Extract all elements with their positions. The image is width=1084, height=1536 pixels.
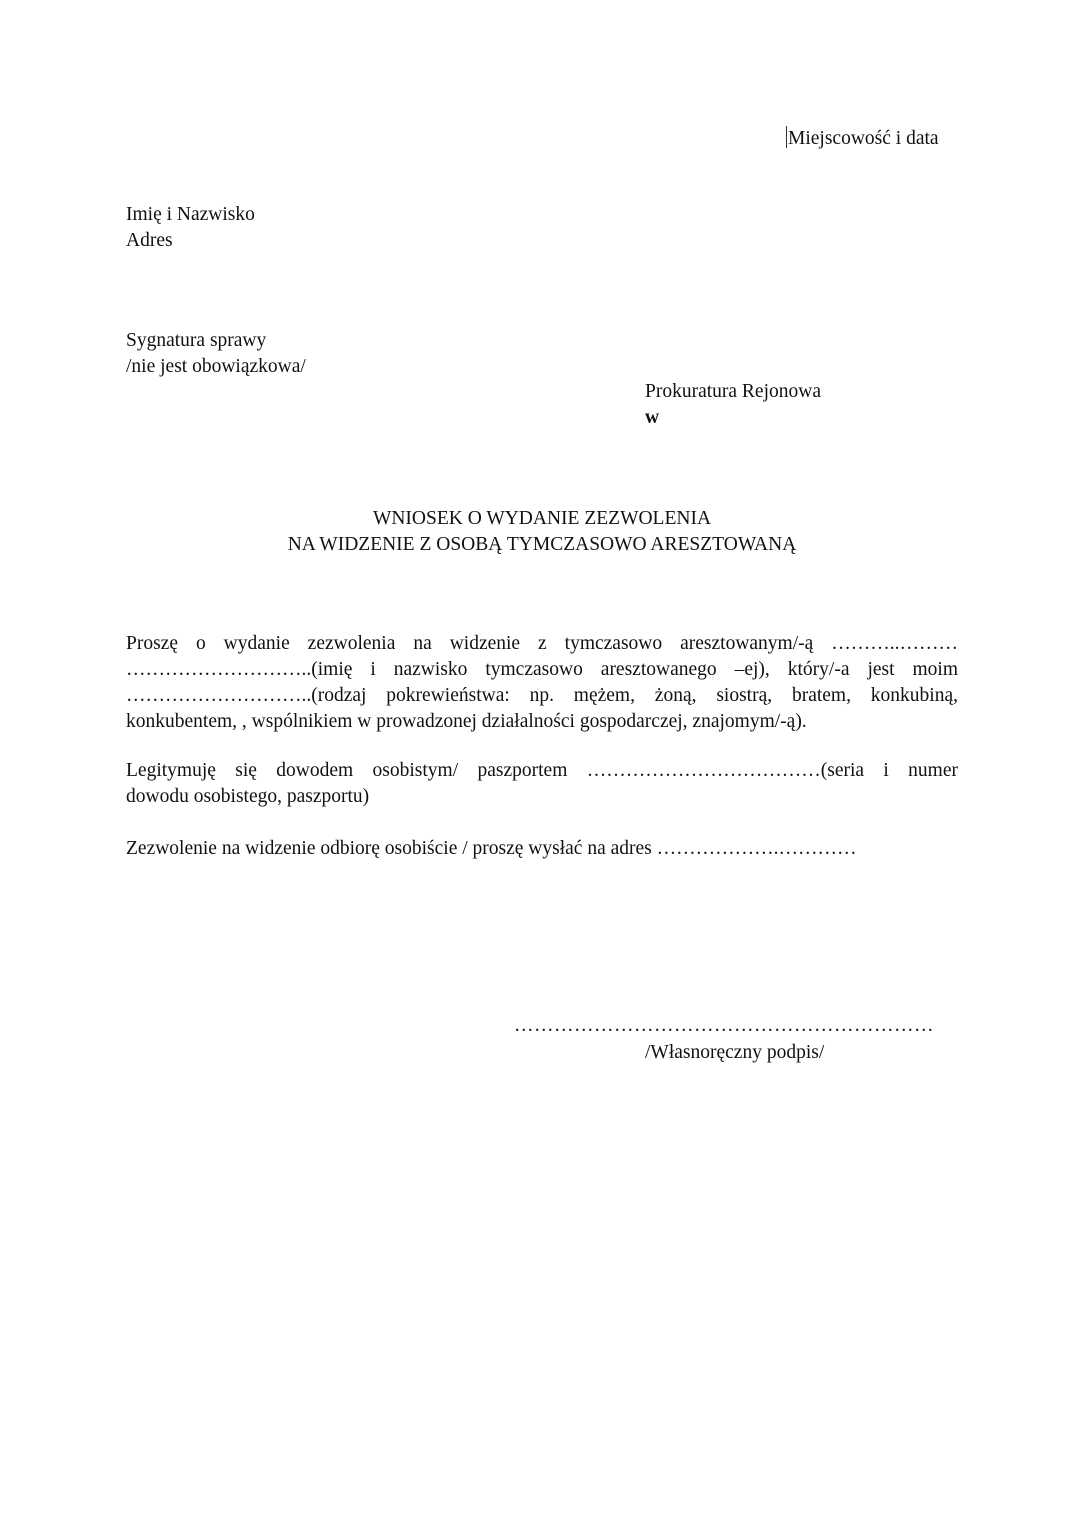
identity-paragraph (126, 758, 958, 810)
request-paragraph (126, 631, 958, 735)
case-signature-label: Sygnatura sprawy (126, 330, 267, 351)
place-date-line (786, 126, 939, 152)
title-line-1: WNIOSEK O WYDANIE ZEZWOLENIA (372, 508, 712, 529)
sender-name-label: Imię i Nazwisko (126, 204, 255, 225)
request-line-4: konkubentem, , wspólnikiem w prowadzonej działalności gospodarczej, znajomym/-ą). (126, 711, 807, 732)
place-date-label: Miejscowość i data (788, 128, 939, 149)
title-line-2: NA WIDZENIE Z OSOBĄ TYMCZASOWO ARESZTOWANĄ (287, 534, 797, 555)
document-title (126, 506, 958, 558)
sender-address-label: Adres (126, 230, 173, 251)
delivery-paragraph (126, 836, 958, 862)
identity-line-2: dowodu osobistego, paszportu) (126, 786, 370, 807)
sender-block (126, 202, 255, 254)
recipient-block (645, 379, 821, 431)
request-line-1: Proszę o wydanie zezwolenia na widzenie z tymczasowo aresztowanym/-ą ………..……… (126, 633, 958, 654)
identity-line-1: Legitymuję się dowodem osobistym/ paszportem ………………………………(seria i numer (126, 760, 958, 781)
signature-line: ……………………………………………………… (514, 1015, 934, 1036)
text-cursor (786, 126, 787, 148)
case-signature-note: /nie jest obowiązkowa/ (126, 356, 306, 377)
recipient-office: Prokuratura Rejonowa (645, 381, 821, 402)
delivery-line: Zezwolenie na widzenie odbiorę osobiście / proszę wysłać na adres ……………….………… (126, 838, 857, 859)
request-line-3: ………………………..(rodzaj pokrewieństwa: np. mężem, żoną, siostrą, bratem, konkubiną, (126, 685, 958, 706)
recipient-location: w (645, 407, 660, 428)
signature-label: /Własnoręczny podpis/ (645, 1042, 825, 1063)
case-reference-block (126, 328, 306, 380)
request-line-2: ………………………..(imię i nazwisko tymczasowo aresztowanego –ej), który/-a jest moim (126, 659, 958, 680)
